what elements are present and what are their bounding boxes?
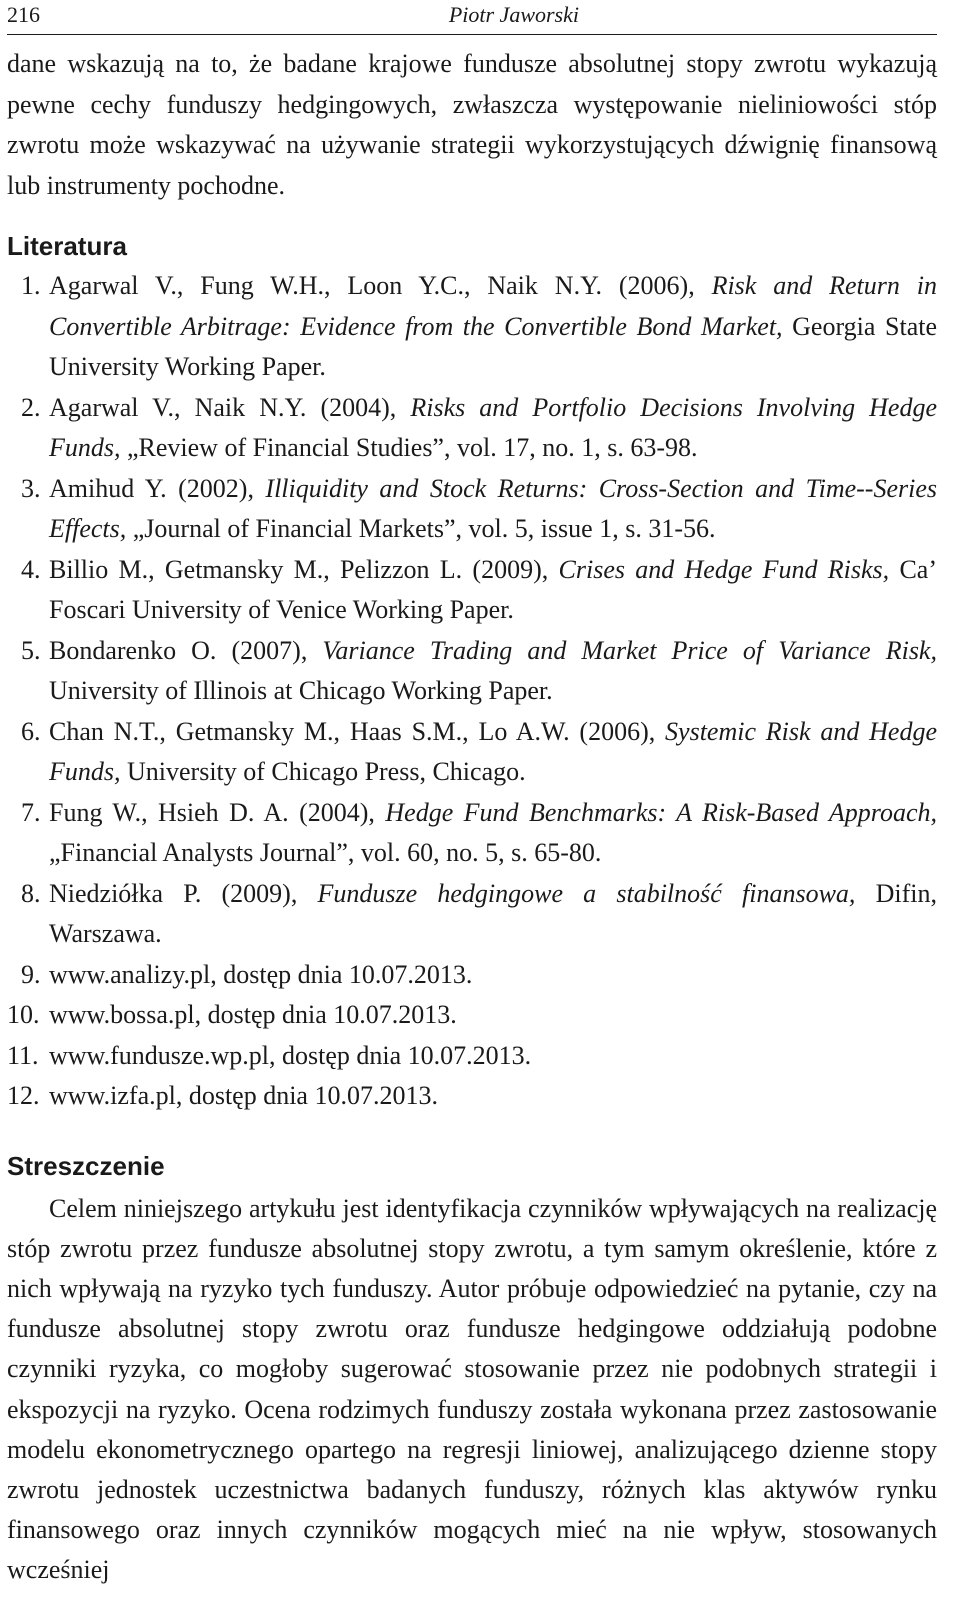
entry-authors: Agarwal V., Fung W.H., Loon Y.C., Naik N.Y. (2006), (49, 271, 712, 300)
intro-paragraph: dane wskazują na to, że badane krajowe fundusze absolutnej stopy zwrotu wykazują pewne cechy funduszy hedgingowych, zwłaszcza występowanie nieliniowości stóp zwrotu może wskazywać na używanie strategii wykorzystujących dźwignię finansową lub instrumenty pochodne. (7, 49, 937, 200)
entry-rest: University of Illinois at Chicago Working Paper. (49, 676, 553, 705)
bibliography-entry (7, 1076, 937, 1117)
entry-authors: www.izfa.pl, dostęp dnia 10.07.2013. (49, 1081, 438, 1110)
bibliography-entry (7, 550, 937, 631)
entry-number: 10. (7, 1000, 40, 1029)
bibliography-entry (7, 955, 937, 996)
bibliography-entry (7, 631, 937, 712)
entry-number: 12. (7, 1081, 40, 1110)
bibliography-entry (7, 793, 937, 874)
bibliography-entry (7, 266, 937, 388)
entry-number: 6. (21, 716, 41, 746)
entry-title: Crises and Hedge Fund Risks, (558, 554, 890, 584)
bibliography-entry (7, 995, 937, 1036)
abstract-heading: Streszczenie (7, 1150, 165, 1181)
entry-authors: Fung W., Hsieh D. A. (2004), (49, 797, 386, 827)
bibliography-entry (7, 388, 937, 469)
entry-number: 9. (21, 959, 41, 989)
bibliography-entry (7, 469, 937, 550)
bibliography-entry (7, 874, 937, 955)
entry-authors: Billio M., Getmansky M., Pelizzon L. (2009), (49, 554, 559, 584)
bibliography-entry (7, 1036, 937, 1077)
document-page (7, 0, 937, 1617)
page-number: 216 (7, 2, 40, 27)
entry-number: 2. (21, 392, 41, 422)
entry-rest: „Journal of Financial Markets”, vol. 5, issue 1, s. 31-56. (126, 514, 716, 543)
entry-title: Risk and Return in Convertible Arbitrage: Evidence from the Convertible Bond Market, (49, 271, 937, 341)
entry-rest: University of Chicago Press, Chicago. (120, 757, 526, 786)
entry-title: Fundusze hedgingowe a stabilność finansowa, (317, 878, 856, 908)
running-head: Piotr Jaworski (448, 2, 579, 27)
entry-number: 3. (21, 473, 41, 503)
entry-authors: www.fundusze.wp.pl, dostęp dnia 10.07.2013. (49, 1040, 532, 1070)
entry-authors: www.bossa.pl, dostęp dnia 10.07.2013. (49, 1000, 457, 1029)
literature-heading: Literatura (7, 231, 127, 261)
entry-number: 7. (21, 797, 41, 827)
bibliography-list (7, 266, 937, 1117)
bibliography-entry (7, 712, 937, 793)
entry-rest: „Financial Analysts Journal”, vol. 60, no. 5, s. 65-80. (49, 838, 602, 867)
entry-authors: Bondarenko O. (2007), (49, 635, 323, 665)
page-header (7, 0, 937, 30)
entry-title: Illiquidity and Stock Returns: Cross-Section and Time--Series Effects, (49, 473, 937, 543)
entry-number: 5. (21, 635, 41, 665)
entry-number: 1. (21, 271, 41, 300)
header-rule (7, 34, 937, 35)
entry-rest: „Review of Financial Studies”, vol. 17, no. 1, s. 63-98. (120, 433, 698, 462)
entry-number: 11. (7, 1040, 39, 1070)
entry-title: Variance Trading and Market Price of Variance Risk, (322, 635, 937, 665)
entry-number: 8. (21, 878, 41, 908)
entry-authors: Niedziółka P. (2009), (49, 878, 318, 908)
entry-rest: Difin, Warszawa. (49, 878, 937, 948)
entry-authors: Chan N.T., Getmansky M., Haas S.M., Lo A.W. (2006), (49, 716, 666, 746)
entry-title: Risks and Portfolio Decisions Involving Hedge Funds, (49, 392, 938, 462)
abstract-paragraph: Celem niniejszego artykułu jest identyfikacja czynników wpływających na realizację stóp zwrotu przez fundusze absolutnej stopy zwrotu, a tym samym określenie, które z nich wpływają na ryzyko tych funduszy. Autor próbuje odpowiedzieć na pytanie, czy na fundusze absolutnej stopy zwrotu oraz fundusze hedgingowe oddziałują podobne czynniki ryzyka, co mogłoby sugerować stosowanie przez nie podobnych strategii i ekspozycji na ryzyko. Ocena rodzimych funduszy została wykonana przez zastosowanie modelu ekonometrycznego opartego na regresji liniowej, analizującego dzienne stopy zwrotu jednostek uczestnictwa badanych funduszy, różnych klas aktywów rynku finansowego oraz innych czynników mogących mieć na nie wpływ, stosowanych wcześniej (7, 1193, 937, 1585)
entry-title: Hedge Fund Benchmarks: A Risk-Based Approach, (385, 797, 937, 827)
entry-rest: Ca’ Foscari University of Venice Working Paper. (49, 554, 937, 624)
entry-rest: Georgia State University Working Paper. (49, 311, 937, 381)
entry-authors: Agarwal V., Naik N.Y. (2004), (49, 392, 411, 422)
entry-number: 4. (21, 554, 41, 584)
entry-title: Systemic Risk and Hedge Funds, (49, 716, 937, 786)
entry-authors: www.analizy.pl, dostęp dnia 10.07.2013. (49, 959, 473, 989)
entry-authors: Amihud Y. (2002), (49, 473, 266, 503)
